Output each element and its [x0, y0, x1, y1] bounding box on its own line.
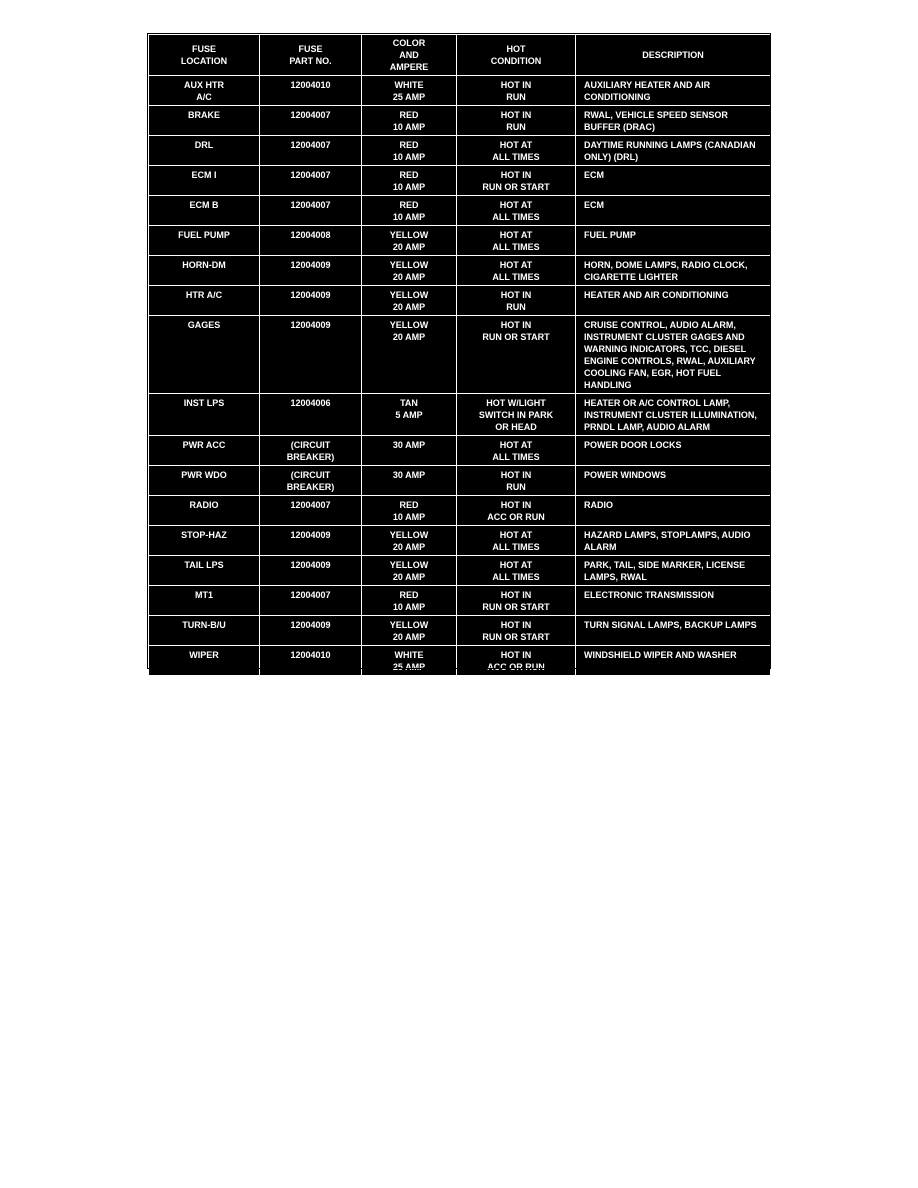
hot-condition-cell: [457, 76, 576, 106]
description-cell: [576, 106, 771, 136]
table-header: [149, 35, 771, 76]
header-text: AMPERE: [389, 62, 429, 72]
fuse-table: [148, 34, 771, 676]
cell-text: HOT IN: [500, 320, 532, 330]
cell-text: 20 AMP: [392, 632, 426, 642]
color-ampere-cell: [362, 616, 457, 646]
table-row: [149, 196, 771, 226]
cell-text: 25 AMP: [392, 662, 426, 672]
cell-text: RED: [399, 500, 419, 510]
cell-text: ALL TIMES: [492, 542, 540, 552]
fuse-location-cell: [149, 526, 260, 556]
cell-text: BUFFER (DRAC): [584, 122, 655, 132]
hot-condition-cell: [457, 646, 576, 676]
cell-text: OR HEAD: [495, 422, 537, 432]
fuse-part-no-cell: [260, 286, 362, 316]
cell-text: 12004007: [290, 200, 331, 210]
cell-text: 10 AMP: [392, 212, 426, 222]
cell-text: POWER DOOR LOCKS: [584, 440, 682, 450]
cell-text: ACC OR RUN: [487, 512, 545, 522]
cell-text: HOT IN: [500, 650, 532, 660]
hot-condition-cell: [457, 256, 576, 286]
cell-text: 30 AMP: [392, 470, 426, 480]
cell-text: YELLOW: [389, 530, 429, 540]
fuse-location-cell: [149, 394, 260, 436]
table-row: [149, 226, 771, 256]
fuse-location-cell: [149, 226, 260, 256]
cell-text: LAMPS, RWAL: [584, 572, 647, 582]
fuse-location-cell: [149, 106, 260, 136]
hot-condition-cell: [457, 286, 576, 316]
cell-text: FUEL PUMP: [178, 230, 230, 240]
cell-text: YELLOW: [389, 260, 429, 270]
hot-condition-cell: [457, 586, 576, 616]
cell-text: ALL TIMES: [492, 452, 540, 462]
cell-text: 12004009: [290, 560, 331, 570]
cell-text: RED: [399, 110, 419, 120]
cell-text: ECM: [584, 170, 604, 180]
color-ampere-cell: [362, 646, 457, 676]
cell-text: 20 AMP: [392, 242, 426, 252]
table-row: [149, 616, 771, 646]
cell-text: INST LPS: [183, 398, 225, 408]
cell-text: 12004010: [290, 650, 331, 660]
fuse-location-cell: [149, 286, 260, 316]
cell-text: 10 AMP: [392, 152, 426, 162]
hot-condition-cell: [457, 556, 576, 586]
header-text: COLOR: [392, 38, 426, 48]
description-cell: [576, 286, 771, 316]
fuse-part-no-cell: [260, 256, 362, 286]
hot-condition-cell: [457, 166, 576, 196]
table-row: [149, 166, 771, 196]
cell-text: 20 AMP: [392, 272, 426, 282]
cell-text: 20 AMP: [392, 542, 426, 552]
cell-text: 10 AMP: [392, 512, 426, 522]
fuse-part-no-cell: [260, 646, 362, 676]
fuse-part-no-cell: [260, 616, 362, 646]
cell-text: (CIRCUIT: [290, 440, 331, 450]
table-row: [149, 316, 771, 394]
hot-condition-cell: [457, 316, 576, 394]
header-text: DESCRIPTION: [642, 50, 704, 60]
cell-text: 12004009: [290, 320, 331, 330]
fuse-part-no-cell: [260, 196, 362, 226]
fuse-location-cell: [149, 556, 260, 586]
cell-text: RED: [399, 170, 419, 180]
cell-text: HOT AT: [499, 530, 533, 540]
cell-text: RWAL, VEHICLE SPEED SENSOR: [584, 110, 728, 120]
table-row: [149, 76, 771, 106]
cell-text: TURN SIGNAL LAMPS, BACKUP LAMPS: [584, 620, 757, 630]
cell-text: HOT AT: [499, 200, 533, 210]
cell-text: RADIO: [584, 500, 613, 510]
fuse-location-cell: [149, 586, 260, 616]
table-row: [149, 496, 771, 526]
cell-text: ACC OR RUN: [487, 662, 545, 672]
table-row: [149, 466, 771, 496]
fuse-part-no-cell: [260, 106, 362, 136]
table-row: [149, 136, 771, 166]
description-cell: [576, 556, 771, 586]
cell-text: YELLOW: [389, 560, 429, 570]
cell-text: HORN, DOME LAMPS, RADIO CLOCK,: [584, 260, 748, 270]
cell-text: 20 AMP: [392, 332, 426, 342]
cell-text: DRL: [194, 140, 214, 150]
hot-condition-cell: [457, 436, 576, 466]
cell-text: RADIO: [189, 500, 219, 510]
color-ampere-cell: [362, 286, 457, 316]
fuse-part-no-cell: [260, 394, 362, 436]
fuse-part-no-cell: [260, 226, 362, 256]
cell-text: TAN: [400, 398, 418, 408]
header-description: [576, 35, 771, 76]
description-cell: [576, 646, 771, 676]
hot-condition-cell: [457, 526, 576, 556]
header-text: CONDITION: [490, 56, 542, 66]
table-row: [149, 586, 771, 616]
description-cell: [576, 436, 771, 466]
table-row: [149, 526, 771, 556]
description-cell: [576, 526, 771, 556]
cell-text: HOT AT: [499, 230, 533, 240]
hot-condition-cell: [457, 106, 576, 136]
color-ampere-cell: [362, 196, 457, 226]
cell-text: 12004007: [290, 110, 331, 120]
table-row: [149, 394, 771, 436]
cell-text: 12004007: [290, 590, 331, 600]
cell-text: 12004009: [290, 530, 331, 540]
cell-text: HANDLING: [584, 380, 632, 390]
header-text: HOT: [506, 44, 526, 54]
header-hot-condition: [457, 35, 576, 76]
hot-condition-cell: [457, 226, 576, 256]
cell-text: HOT AT: [499, 140, 533, 150]
fuse-location-cell: [149, 466, 260, 496]
cell-text: RUN: [506, 122, 526, 132]
cell-text: PARK, TAIL, SIDE MARKER, LICENSE: [584, 560, 746, 570]
cell-text: HOT IN: [500, 170, 532, 180]
hot-condition-cell: [457, 466, 576, 496]
cell-text: HAZARD LAMPS, STOPLAMPS, AUDIO: [584, 530, 751, 540]
hot-condition-cell: [457, 394, 576, 436]
table-row: [149, 646, 771, 676]
cell-text: 10 AMP: [392, 182, 426, 192]
cell-text: RUN OR START: [482, 182, 550, 192]
cell-text: HTR A/C: [185, 290, 223, 300]
cell-text: RED: [399, 140, 419, 150]
color-ampere-cell: [362, 586, 457, 616]
fuse-part-no-cell: [260, 586, 362, 616]
cell-text: ELECTRONIC TRANSMISSION: [584, 590, 715, 600]
description-cell: [576, 496, 771, 526]
cell-text: 10 AMP: [392, 602, 426, 612]
fuse-part-no-cell: [260, 166, 362, 196]
description-cell: [576, 136, 771, 166]
color-ampere-cell: [362, 106, 457, 136]
cell-text: ALL TIMES: [492, 242, 540, 252]
description-cell: [576, 166, 771, 196]
cell-text: 12004009: [290, 620, 331, 630]
cell-text: INSTRUMENT CLUSTER ILLUMINATION,: [584, 410, 757, 420]
cell-text: (CIRCUIT: [290, 470, 331, 480]
table-row: [149, 286, 771, 316]
fuse-location-cell: [149, 256, 260, 286]
cell-text: RUN OR START: [482, 632, 550, 642]
description-cell: [576, 256, 771, 286]
hot-condition-cell: [457, 136, 576, 166]
hot-condition-cell: [457, 196, 576, 226]
header-color-ampere: [362, 35, 457, 76]
cell-text: RUN OR START: [482, 332, 550, 342]
cell-text: CIGARETTE LIGHTER: [584, 272, 678, 282]
fuse-location-cell: [149, 646, 260, 676]
description-cell: [576, 394, 771, 436]
cell-text: HEATER AND AIR CONDITIONING: [584, 290, 729, 300]
hot-condition-cell: [457, 496, 576, 526]
color-ampere-cell: [362, 496, 457, 526]
hot-condition-cell: [457, 616, 576, 646]
fuse-location-cell: [149, 166, 260, 196]
cell-text: ECM I: [191, 170, 217, 180]
cell-text: POWER WINDOWS: [584, 470, 666, 480]
fuse-location-cell: [149, 136, 260, 166]
table-row: [149, 556, 771, 586]
fuse-part-no-cell: [260, 556, 362, 586]
description-cell: [576, 616, 771, 646]
cell-text: A/C: [196, 92, 212, 102]
header-text: FUSE: [298, 44, 323, 54]
cell-text: HOT IN: [500, 470, 532, 480]
cell-text: ALL TIMES: [492, 572, 540, 582]
color-ampere-cell: [362, 394, 457, 436]
cell-text: STOP-HAZ: [181, 530, 227, 540]
cell-text: 5 AMP: [395, 410, 423, 420]
cell-text: WIPER: [189, 650, 219, 660]
color-ampere-cell: [362, 136, 457, 166]
cell-text: BREAKER): [286, 482, 335, 492]
cell-text: 12004008: [290, 230, 331, 240]
cell-text: 12004007: [290, 140, 331, 150]
color-ampere-cell: [362, 526, 457, 556]
cell-text: 12004006: [290, 398, 331, 408]
color-ampere-cell: [362, 76, 457, 106]
cell-text: 20 AMP: [392, 302, 426, 312]
cell-text: COOLING FAN, EGR, HOT FUEL: [584, 368, 721, 378]
header-text: FUSE: [191, 44, 216, 54]
cell-text: HOT IN: [500, 110, 532, 120]
cell-text: RUN OR START: [482, 602, 550, 612]
cell-text: BREAKER): [286, 452, 335, 462]
cell-text: DAYTIME RUNNING LAMPS (CANADIAN: [584, 140, 756, 150]
cell-text: YELLOW: [389, 230, 429, 240]
cell-text: PRNDL LAMP, AUDIO ALARM: [584, 422, 710, 432]
cell-text: PWR ACC: [182, 440, 226, 450]
fuse-location-cell: [149, 316, 260, 394]
color-ampere-cell: [362, 556, 457, 586]
cell-text: 25 AMP: [392, 92, 426, 102]
cell-text: 30 AMP: [392, 440, 426, 450]
color-ampere-cell: [362, 256, 457, 286]
header-fuse-location: [149, 35, 260, 76]
cell-text: 12004007: [290, 500, 331, 510]
cell-text: HOT IN: [500, 590, 532, 600]
fuse-location-cell: [149, 436, 260, 466]
header-row: [149, 35, 771, 76]
cell-text: ECM B: [189, 200, 219, 210]
cell-text: HEATER OR A/C CONTROL LAMP,: [584, 398, 731, 408]
cell-text: FUEL PUMP: [584, 230, 636, 240]
cell-text: 20 AMP: [392, 572, 426, 582]
cell-text: AUXILIARY HEATER AND AIR: [584, 80, 711, 90]
cell-text: PWR WDO: [181, 470, 227, 480]
cell-text: RED: [399, 590, 419, 600]
cell-text: WINDSHIELD WIPER AND WASHER: [584, 650, 737, 660]
cell-text: ALL TIMES: [492, 212, 540, 222]
fuse-part-no-cell: [260, 76, 362, 106]
cell-text: 10 AMP: [392, 122, 426, 132]
cell-text: BRAKE: [187, 110, 220, 120]
color-ampere-cell: [362, 466, 457, 496]
cell-text: HOT IN: [500, 80, 532, 90]
color-ampere-cell: [362, 226, 457, 256]
cell-text: HOT AT: [499, 560, 533, 570]
fuse-location-cell: [149, 496, 260, 526]
description-cell: [576, 316, 771, 394]
cell-text: ALARM: [584, 542, 617, 552]
cell-text: YELLOW: [389, 620, 429, 630]
cell-text: HOT IN: [500, 290, 532, 300]
fuse-location-cell: [149, 196, 260, 226]
cell-text: AUX HTR: [184, 80, 224, 90]
cell-text: HOT W/LIGHT: [486, 398, 546, 408]
cell-text: 12004009: [290, 260, 331, 270]
description-cell: [576, 196, 771, 226]
cell-text: RUN: [506, 92, 526, 102]
cell-text: ECM: [584, 200, 604, 210]
cell-text: HOT IN: [500, 620, 532, 630]
fuse-location-cell: [149, 616, 260, 646]
cell-text: ENGINE CONTROLS, RWAL, AUXILIARY: [584, 356, 756, 366]
description-cell: [576, 226, 771, 256]
cell-text: RED: [399, 200, 419, 210]
cell-text: CRUISE CONTROL, AUDIO ALARM,: [584, 320, 736, 330]
cell-text: WHITE: [394, 650, 424, 660]
header-text: AND: [399, 50, 419, 60]
cell-text: HOT IN: [500, 500, 532, 510]
cell-text: ONLY) (DRL): [584, 152, 639, 162]
color-ampere-cell: [362, 436, 457, 466]
cell-text: 12004007: [290, 170, 331, 180]
table-body: [149, 76, 771, 676]
cell-text: TURN-B/U: [182, 620, 226, 630]
color-ampere-cell: [362, 166, 457, 196]
fuse-part-no-cell: [260, 466, 362, 496]
cell-text: CONDITIONING: [584, 92, 651, 102]
description-cell: [576, 76, 771, 106]
cell-text: RUN: [506, 302, 526, 312]
cell-text: 12004010: [290, 80, 331, 90]
cell-text: HOT AT: [499, 260, 533, 270]
fuse-location-cell: [149, 76, 260, 106]
fuse-part-no-cell: [260, 496, 362, 526]
cell-text: TAIL LPS: [184, 560, 224, 570]
cell-text: 12004009: [290, 290, 331, 300]
cell-text: WARNING INDICATORS, TCC, DIESEL: [584, 344, 747, 354]
cell-text: HOT AT: [499, 440, 533, 450]
header-fuse-part-no: [260, 35, 362, 76]
description-cell: [576, 586, 771, 616]
fuse-part-no-cell: [260, 526, 362, 556]
header-text: LOCATION: [180, 56, 228, 66]
fuse-part-no-cell: [260, 436, 362, 466]
cell-text: YELLOW: [389, 320, 429, 330]
cell-text: YELLOW: [389, 290, 429, 300]
fuse-part-no-cell: [260, 316, 362, 394]
cell-text: MT1: [195, 590, 213, 600]
cell-text: INSTRUMENT CLUSTER GAGES AND: [584, 332, 745, 342]
cell-text: RUN: [506, 482, 526, 492]
color-ampere-cell: [362, 316, 457, 394]
table-row: [149, 106, 771, 136]
cell-text: ALL TIMES: [492, 152, 540, 162]
header-text: PART NO.: [289, 56, 332, 66]
cell-text: ALL TIMES: [492, 272, 540, 282]
cell-text: HORN-DM: [182, 260, 226, 270]
table-row: [149, 256, 771, 286]
fuse-part-no-cell: [260, 136, 362, 166]
table-row: [149, 436, 771, 466]
description-cell: [576, 466, 771, 496]
cell-text: WHITE: [394, 80, 424, 90]
cell-text: SWITCH IN PARK: [478, 410, 554, 420]
cell-text: GAGES: [187, 320, 221, 330]
